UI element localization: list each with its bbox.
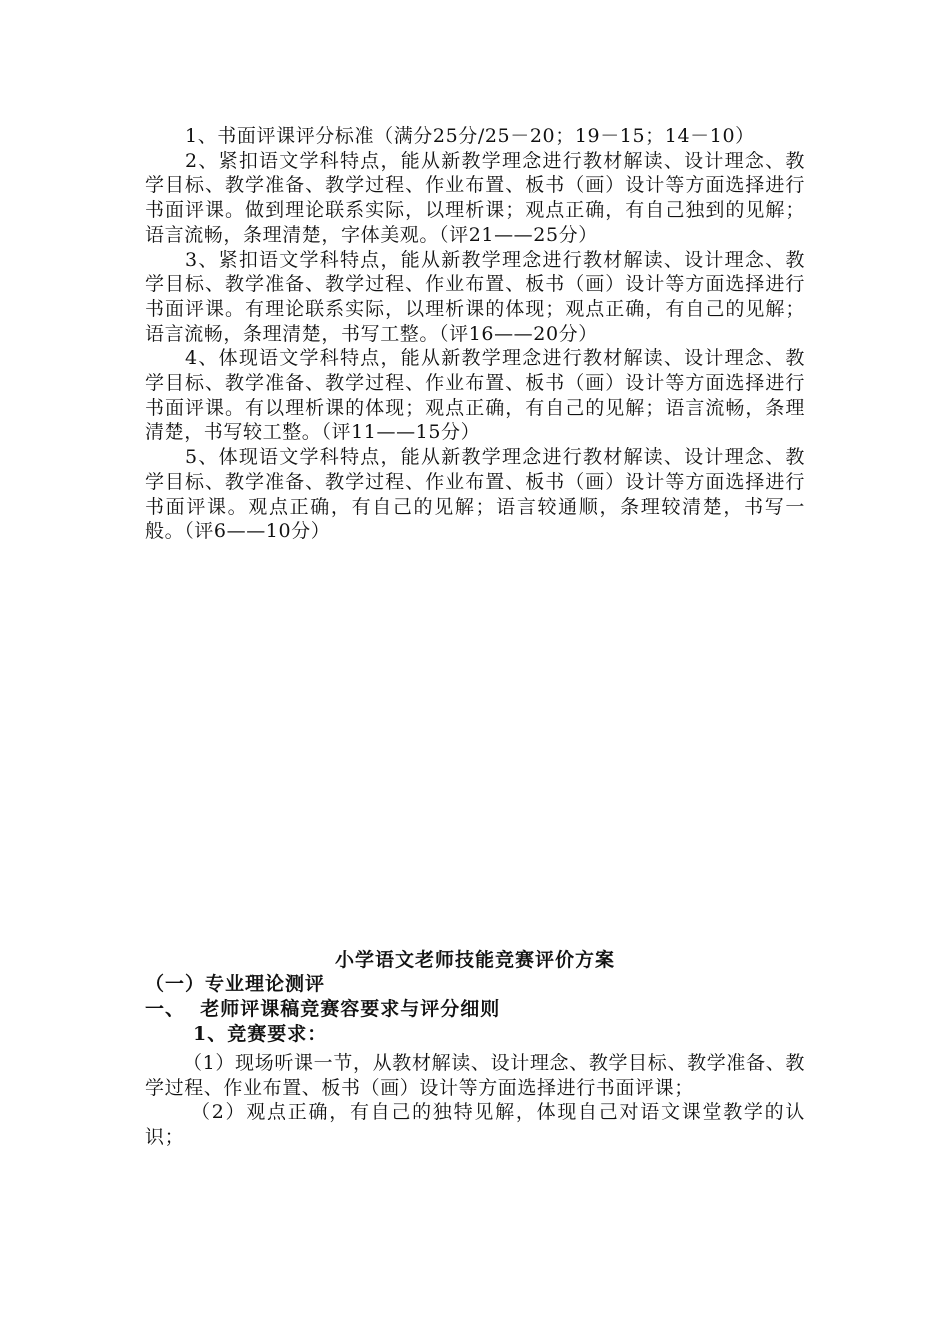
document-title: 小学语文老师技能竞赛评价方案 (334, 949, 615, 971)
criteria-item-5: 5、体现语文学科特点，能从新教学理念进行教材解读、设计理念、教学目标、教学准备、教学过程、作业布置、板书（画）设计等方面选择进行书面评课。观点正确，有自己的见解；语言较通顺，条理较清楚，书写一般。（评6——10分） (145, 446, 805, 543)
requirement-item-1: （1）现场听课一节，从教材解读、设计理念、教学目标、教学准备、教学过程、作业布置、板书（画）设计等方面选择进行书面评课； (145, 1052, 805, 1099)
criteria-item-1: 1、书面评课评分标准（满分25分/25－20；19－15；14－10） (185, 125, 755, 147)
professional-theory-section (145, 972, 805, 1150)
section-heading: （一）专业理论测评 (145, 973, 326, 995)
subsection-heading: 一、 老师评课稿竞赛容要求与评分细则 (145, 998, 501, 1020)
requirements-heading: 1、竞赛要求： (193, 1023, 328, 1045)
criteria-item-3: 3、紧扣语文学科特点，能从新教学理念进行教材解读、设计理念、教学目标、教学准备、教学过程、作业布置、板书（画）设计等方面选择进行书面评课。有理论联系实际，以理析课的体现；观点正确，有自己的见解；语言流畅，条理清楚，书写工整。（评16——20分） (145, 248, 805, 345)
requirement-item-2: （2）观点正确，有自己的独特见解，体现自己对语文课堂教学的认识； (145, 1101, 805, 1149)
criteria-item-4: 4、体现语文学科特点，能从新教学理念进行教材解读、设计理念、教学目标、教学准备、教学过程、作业布置、板书（画）设计等方面选择进行书面评课。有以理析课的体现；观点正确，有自己的见解；语言流畅，条理清楚，书写较工整。（评11——15分） (145, 347, 805, 444)
criteria-item-2: 2、紧扣语文学科特点，能从新教学理念进行教材解读、设计理念、教学目标、教学准备、教学过程、作业布置、板书（画）设计等方面选择进行书面评课。做到理论联系实际，以理析课；观点正确，有自己独到的见解；语言流畅，条理清楚，字体美观。（评21——25分） (145, 149, 805, 246)
scoring-criteria (145, 124, 805, 544)
requirements-list (145, 1051, 805, 1150)
